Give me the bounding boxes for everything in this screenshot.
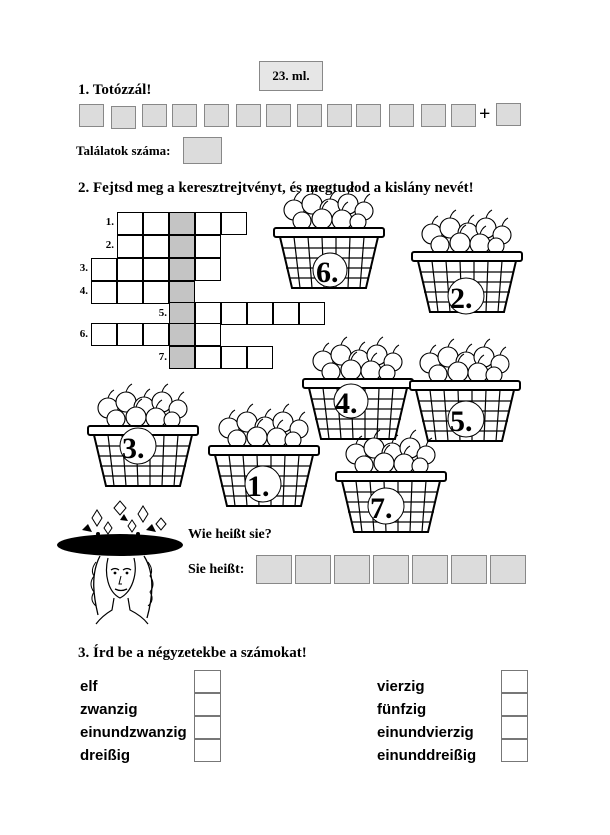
crossword-cell[interactable] (195, 346, 221, 369)
crossword-cell[interactable] (117, 212, 143, 235)
crossword-cell[interactable] (221, 302, 247, 325)
basket-number: 2. (450, 282, 473, 315)
toto-box[interactable] (236, 104, 261, 127)
toto-box[interactable] (451, 104, 476, 127)
crossword-cell[interactable] (273, 302, 299, 325)
crossword-row-number: 3. (79, 262, 88, 274)
number-word: einundzwanzig (80, 724, 187, 741)
crossword-cell[interactable] (195, 235, 221, 258)
crossword-cell[interactable] (299, 302, 325, 325)
crossword-cell[interactable] (143, 235, 169, 258)
number-word: vierzig (377, 678, 425, 695)
crossword-cell[interactable] (247, 346, 273, 369)
crossword-cell[interactable] (117, 281, 143, 304)
number-word: dreißig (80, 747, 131, 764)
apple-basket-icon (207, 400, 322, 520)
crossword-cell[interactable] (91, 258, 117, 281)
hits-label: Találatok száma: (76, 143, 171, 158)
task1-title: 1. Totózzál! (78, 82, 152, 98)
basket-number: 1. (247, 470, 270, 503)
crossword-cell[interactable] (117, 323, 143, 346)
page-tag: 23. ml. (259, 61, 323, 91)
toto-box[interactable] (421, 104, 446, 127)
number-answer-box[interactable] (501, 739, 528, 762)
number-answer-box[interactable] (501, 716, 528, 739)
crossword-cell[interactable] (195, 258, 221, 281)
toto-extra-box[interactable] (496, 103, 521, 126)
crossword-cell[interactable] (143, 323, 169, 346)
crossword-cell[interactable] (143, 281, 169, 304)
number-answer-box[interactable] (194, 693, 221, 716)
crossword-cell-solution[interactable] (169, 323, 195, 346)
crossword-cell[interactable] (143, 258, 169, 281)
number-word: fünfzig (377, 701, 427, 718)
number-answer-box[interactable] (501, 693, 528, 716)
toto-box[interactable] (79, 104, 104, 127)
crossword-cell-solution[interactable] (169, 212, 195, 235)
basket-number: 5. (450, 405, 473, 438)
answer-letter-box[interactable] (256, 555, 292, 584)
crossword-cell[interactable] (91, 323, 117, 346)
basket-number: 7. (370, 492, 393, 525)
number-word: einundvierzig (377, 724, 474, 741)
crossword-row-number: 7. (158, 351, 167, 363)
crossword-cell[interactable] (195, 302, 221, 325)
crossword-cell-solution[interactable] (169, 235, 195, 258)
answer-letter-box[interactable] (451, 555, 487, 584)
crossword-cell-solution[interactable] (169, 281, 195, 304)
toto-box[interactable] (111, 106, 136, 129)
toto-box[interactable] (172, 104, 197, 127)
crossword-cell-solution[interactable] (169, 258, 195, 281)
girl-with-hat-illustration (52, 500, 192, 633)
crossword-row-number: 5. (158, 307, 167, 319)
toto-box[interactable] (266, 104, 291, 127)
number-word: zwanzig (80, 701, 138, 718)
crossword-row-number: 2. (105, 239, 114, 251)
crossword-cell[interactable] (117, 258, 143, 281)
crossword-row-number: 4. (79, 285, 88, 297)
crossword-cell[interactable] (221, 212, 247, 235)
crossword-cell[interactable] (117, 235, 143, 258)
toto-box[interactable] (327, 104, 352, 127)
basket-number: 3. (122, 432, 145, 465)
question-text: Wie heißt sie? (188, 527, 272, 542)
answer-letter-box[interactable] (412, 555, 448, 584)
toto-box[interactable] (204, 104, 229, 127)
hits-box[interactable] (183, 137, 222, 164)
apple-basket-icon (410, 208, 525, 328)
crossword-cell[interactable] (143, 212, 169, 235)
crossword-cell[interactable] (247, 302, 273, 325)
answer-label: Sie heißt: (188, 562, 245, 577)
crossword-cell[interactable] (91, 281, 117, 304)
number-answer-box[interactable] (194, 716, 221, 739)
number-answer-box[interactable] (194, 739, 221, 762)
basket-number: 6. (316, 256, 339, 289)
apple-basket-icon (272, 190, 387, 300)
number-word: elf (80, 678, 98, 695)
crossword-cell[interactable] (221, 346, 247, 369)
task2-title: 2. Fejtsd meg a keresztrejtvényt, és megtudod a kislány nevét! (78, 180, 474, 196)
answer-letter-box[interactable] (373, 555, 409, 584)
plus-sign: + (479, 103, 491, 125)
answer-letter-box[interactable] (490, 555, 526, 584)
number-answer-box[interactable] (194, 670, 221, 693)
basket-number: 4. (335, 387, 358, 420)
crossword-cell-solution[interactable] (169, 346, 195, 369)
apple-basket-icon (86, 378, 201, 498)
crossword-row-number: 1. (105, 216, 114, 228)
apple-basket-icon (334, 426, 449, 546)
crossword-cell[interactable] (195, 323, 221, 346)
answer-letter-box[interactable] (295, 555, 331, 584)
number-answer-box[interactable] (501, 670, 528, 693)
crossword-cell-solution[interactable] (169, 302, 195, 325)
toto-box[interactable] (356, 104, 381, 127)
answer-letter-box[interactable] (334, 555, 370, 584)
task3-title: 3. Írd be a négyzetekbe a számokat! (78, 645, 307, 661)
crossword-cell[interactable] (195, 212, 221, 235)
number-word: einunddreißig (377, 747, 477, 764)
toto-box[interactable] (297, 104, 322, 127)
toto-box[interactable] (389, 104, 414, 127)
crossword-row-number: 6. (79, 328, 88, 340)
toto-box[interactable] (142, 104, 167, 127)
